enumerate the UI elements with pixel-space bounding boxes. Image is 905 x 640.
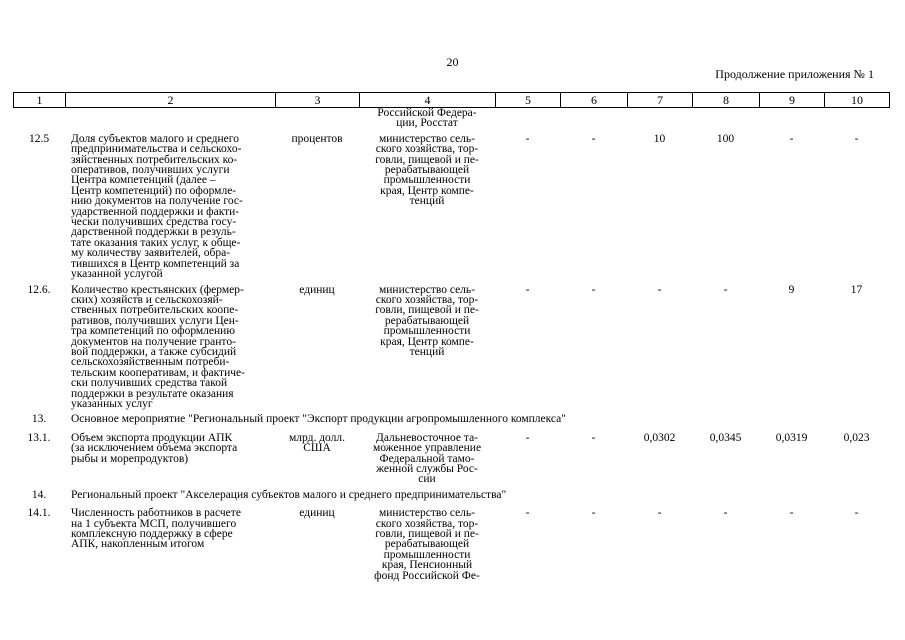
value-col-6: - bbox=[591, 283, 596, 296]
section-number: 13. bbox=[31, 413, 47, 426]
column-header-table bbox=[13, 92, 890, 108]
section-row bbox=[13, 485, 889, 503]
indicator-name: Объем экспорта продукции АПК (за исключением объема экспорта рыбы и морепродуктов) bbox=[71, 431, 238, 465]
col-header-2: 2 bbox=[66, 93, 276, 108]
row-number: 14.1. bbox=[27, 507, 51, 520]
table-row bbox=[13, 428, 889, 485]
col-header-7: 7 bbox=[628, 93, 693, 108]
value-col-5: - bbox=[525, 283, 530, 296]
value-col-8: - bbox=[723, 507, 728, 520]
value-col-5: - bbox=[525, 132, 530, 145]
unit: единиц bbox=[299, 507, 335, 520]
continuation-label: Продолжение приложения № 1 bbox=[715, 67, 874, 81]
value-col-10: 0,023 bbox=[843, 431, 870, 444]
col-header-4: 4 bbox=[360, 93, 496, 108]
value-col-9: - bbox=[789, 132, 794, 145]
value-col-7: 0,0302 bbox=[643, 431, 676, 444]
page-number: 20 bbox=[446, 55, 459, 69]
col-header-8: 8 bbox=[693, 93, 760, 108]
value-col-10: 17 bbox=[850, 283, 863, 296]
unit: единиц bbox=[299, 283, 335, 296]
value-col-7: - bbox=[657, 507, 662, 520]
responsible-org: министерство сель- ского хозяйства, тор- говли, пищевой и пе- рерабатывающей промышленности края, Центр компе- тенций bbox=[375, 132, 479, 208]
indicator-name: Численность работников в расчете на 1 субъекта МСП, получившего комплексную поддержку в сфере АПК, накопленным итогом bbox=[71, 507, 241, 551]
value-col-10: - bbox=[854, 507, 859, 520]
value-col-9: 0,0319 bbox=[775, 431, 808, 444]
value-col-6: - bbox=[591, 132, 596, 145]
row-number: 12.6. bbox=[27, 283, 51, 296]
row-number: 12.5 bbox=[28, 132, 50, 145]
col-header-5: 5 bbox=[496, 93, 561, 108]
col-header-3: 3 bbox=[276, 93, 360, 108]
value-col-7: 10 bbox=[653, 132, 666, 145]
unit: млрд. долл. США bbox=[288, 431, 346, 455]
value-col-5: - bbox=[525, 431, 530, 444]
value-col-6: - bbox=[591, 431, 596, 444]
indicator-name: Доля субъектов малого и среднего предпринимательства и сельскохо- зяйственных потребительских ко- оперативов, получивших услуги Центра компетенций (далее – Центр компетенций) по оформле- нию документов на получение гос- ударственной поддержки и факти- чески получивших средства госу- дарственной поддержки в резуль- тате оказания таких услуг, к обще- му количеству заявителей, обра- тившихся в Центр компетенций за указанной услугой bbox=[71, 132, 243, 281]
value-col-8: - bbox=[723, 283, 728, 296]
value-col-10: - bbox=[854, 132, 859, 145]
indicators-table bbox=[13, 108, 889, 581]
value-col-9: - bbox=[789, 507, 794, 520]
section-title: Региональный проект "Акселерация субъектов малого и среднего предпринимательства" bbox=[71, 488, 507, 501]
table-row bbox=[13, 129, 889, 280]
section-number: 14. bbox=[31, 488, 47, 501]
column-number-row bbox=[14, 93, 890, 108]
value-col-7: - bbox=[657, 283, 662, 296]
col-header-6: 6 bbox=[561, 93, 628, 108]
col-header-1: 1 bbox=[14, 93, 66, 108]
fragment-row bbox=[13, 108, 889, 129]
indicator-name: Количество крестьянских (фермер- ских) хозяйств и сельскохозяй- ственных потребительских коопе- ративов, получивших услуги Цен- тра компетенций по оформлению документов на получение грантo- вой поддержки, а также субсидий сельскохозяйственным потреби- тельским кооперативам, и фактиче- ски получивших средства такой поддержки в результате оказания указанных услуг bbox=[71, 283, 245, 410]
value-col-6: - bbox=[591, 507, 596, 520]
org-fragment: Российской Федера- ции, Росстат bbox=[377, 107, 477, 130]
section-row bbox=[13, 409, 889, 427]
value-col-8: 100 bbox=[716, 132, 735, 145]
responsible-org: Дальневосточное та- моженное управление Федеральной тамо- женной службы Рос- сии bbox=[372, 431, 482, 486]
col-header-9: 9 bbox=[760, 93, 825, 108]
responsible-org: министерство сель- ского хозяйства, тор- говли, пищевой и пе- рерабатывающей промышленности края, Центр компе- тенций bbox=[375, 283, 479, 358]
responsible-org: министерство сель- ского хозяйства, тор- говли, пищевой и пе- рерабатывающей промышленности края, Пенсионный фонд Российской Фе- bbox=[374, 507, 480, 582]
row-number: 13.1. bbox=[27, 431, 51, 444]
col-header-10: 10 bbox=[825, 93, 890, 108]
section-title: Основное мероприятие "Региональный проект "Экспорт продукции агропромышленного комплекса" bbox=[71, 413, 566, 426]
table-row bbox=[13, 503, 889, 581]
value-col-8: 0,0345 bbox=[709, 431, 742, 444]
unit: процентов bbox=[291, 132, 343, 145]
value-col-9: 9 bbox=[788, 283, 795, 296]
value-col-5: - bbox=[525, 507, 530, 520]
table-row bbox=[13, 280, 889, 410]
